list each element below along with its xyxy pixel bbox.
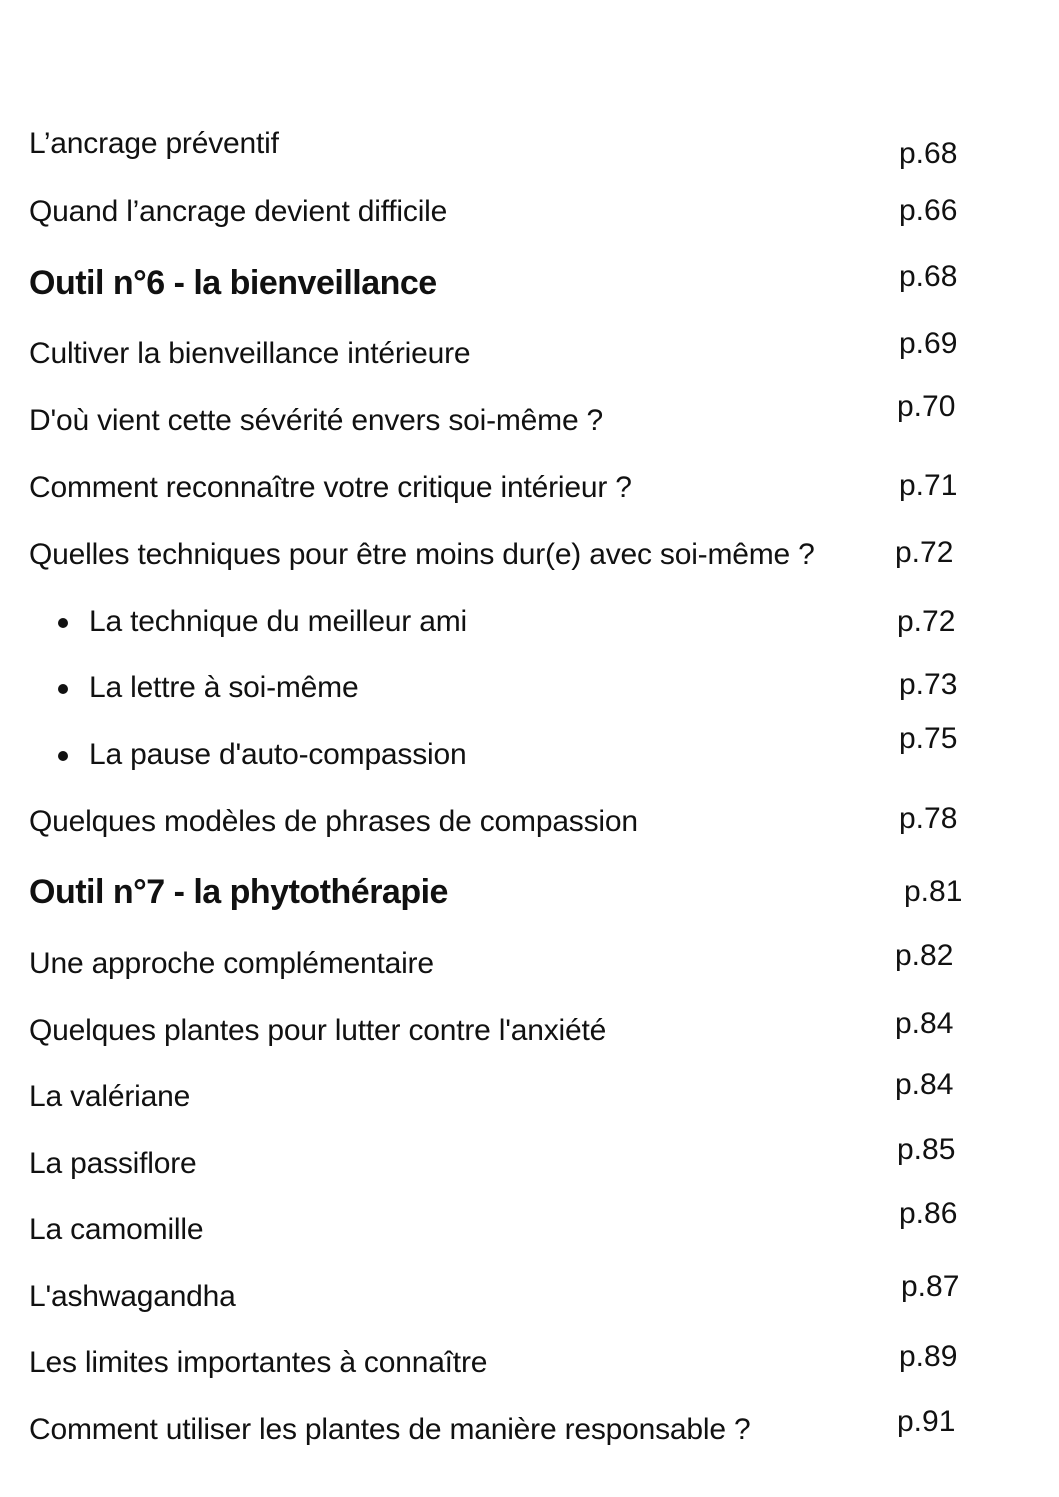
toc-entry-page: p.84 xyxy=(895,1068,954,1101)
toc-entry-page: p.78 xyxy=(899,802,958,835)
toc-entry-page: p.73 xyxy=(899,668,958,701)
toc-bullet-entry xyxy=(0,652,1059,708)
toc-entry-title: Comment utiliser les plantes de manière responsable ? xyxy=(29,1413,751,1446)
toc-entry-page: p.85 xyxy=(897,1133,956,1166)
toc-chapter-title: Outil n°6 - la bienveillance xyxy=(29,264,437,302)
toc-entry-title: L'ashwagandha xyxy=(29,1280,236,1313)
toc-entry xyxy=(0,385,1059,441)
toc-entry xyxy=(0,928,1059,984)
toc-entry xyxy=(0,452,1059,508)
toc-entry xyxy=(0,1327,1059,1383)
toc-entry-title: Comment reconnaître votre critique intérieur ? xyxy=(29,471,632,504)
toc-entry-title: Quelles techniques pour être moins dur(e) avec soi-même ? xyxy=(29,538,815,571)
toc-entry-page: p.81 xyxy=(904,875,963,908)
toc-entry xyxy=(0,519,1059,575)
toc-entry-page: p.66 xyxy=(899,194,958,227)
toc-entry-page: p.72 xyxy=(897,605,956,638)
toc-entry-page: p.68 xyxy=(899,260,958,293)
toc-entry-page: p.82 xyxy=(895,939,954,972)
toc-entry-title: D'où vient cette sévérité envers soi-même ? xyxy=(29,404,604,437)
toc-entry-page: p.70 xyxy=(897,390,956,423)
toc-entry xyxy=(0,318,1059,374)
bullet-icon xyxy=(58,684,68,694)
toc-entry xyxy=(0,1194,1059,1250)
toc-entry-page: p.84 xyxy=(895,1007,954,1040)
toc-entry xyxy=(0,1394,1059,1450)
toc-entry-page: p.86 xyxy=(899,1197,958,1230)
toc-entry xyxy=(0,995,1059,1051)
toc-entry xyxy=(0,108,1059,170)
toc-chapter-heading xyxy=(0,856,1059,912)
toc-entry xyxy=(0,1061,1059,1117)
toc-entry-title: Quelques plantes pour lutter contre l'anxiété xyxy=(29,1014,607,1047)
toc-entry-page: p.89 xyxy=(899,1340,958,1373)
toc-entry-title: Cultiver la bienveillance intérieure xyxy=(29,337,471,370)
toc-entry-title: Les limites importantes à connaître xyxy=(29,1346,488,1379)
toc-entry xyxy=(0,1128,1059,1184)
toc-entry-title: La passiflore xyxy=(29,1147,197,1180)
toc-entry-title: La pause d'auto-compassion xyxy=(89,738,467,771)
toc-entry-page: p.75 xyxy=(899,722,958,755)
toc-chapter-title: Outil n°7 - la phytothérapie xyxy=(29,873,448,911)
toc-entry xyxy=(0,786,1059,842)
toc-entry-title: La valériane xyxy=(29,1080,191,1113)
toc-entry xyxy=(0,176,1059,232)
toc-entry-title: La camomille xyxy=(29,1213,204,1246)
toc-entry-title: La lettre à soi-même xyxy=(89,671,359,704)
toc-entry-page: p.87 xyxy=(901,1270,960,1303)
toc-entry-page: p.91 xyxy=(897,1405,956,1438)
toc-entry-title: L’ancrage préventif xyxy=(29,127,279,160)
toc-entry-page: p.72 xyxy=(895,536,954,569)
toc-entry-title: Quand l’ancrage devient difficile xyxy=(29,195,448,228)
toc-entry-title: Quelques modèles de phrases de compassion xyxy=(29,805,638,838)
toc-entry-page: p.68 xyxy=(899,137,958,170)
toc-entry-title: Une approche complémentaire xyxy=(29,947,434,980)
bullet-icon xyxy=(58,618,68,628)
toc-entry-page: p.71 xyxy=(899,469,958,502)
toc-bullet-entry xyxy=(0,586,1059,642)
bullet-icon xyxy=(58,751,68,761)
toc-entry-title: La technique du meilleur ami xyxy=(89,605,467,638)
toc-chapter-heading xyxy=(0,247,1059,303)
toc-bullet-entry xyxy=(0,719,1059,775)
toc-entry-page: p.69 xyxy=(899,327,958,360)
toc-entry xyxy=(0,1261,1059,1317)
